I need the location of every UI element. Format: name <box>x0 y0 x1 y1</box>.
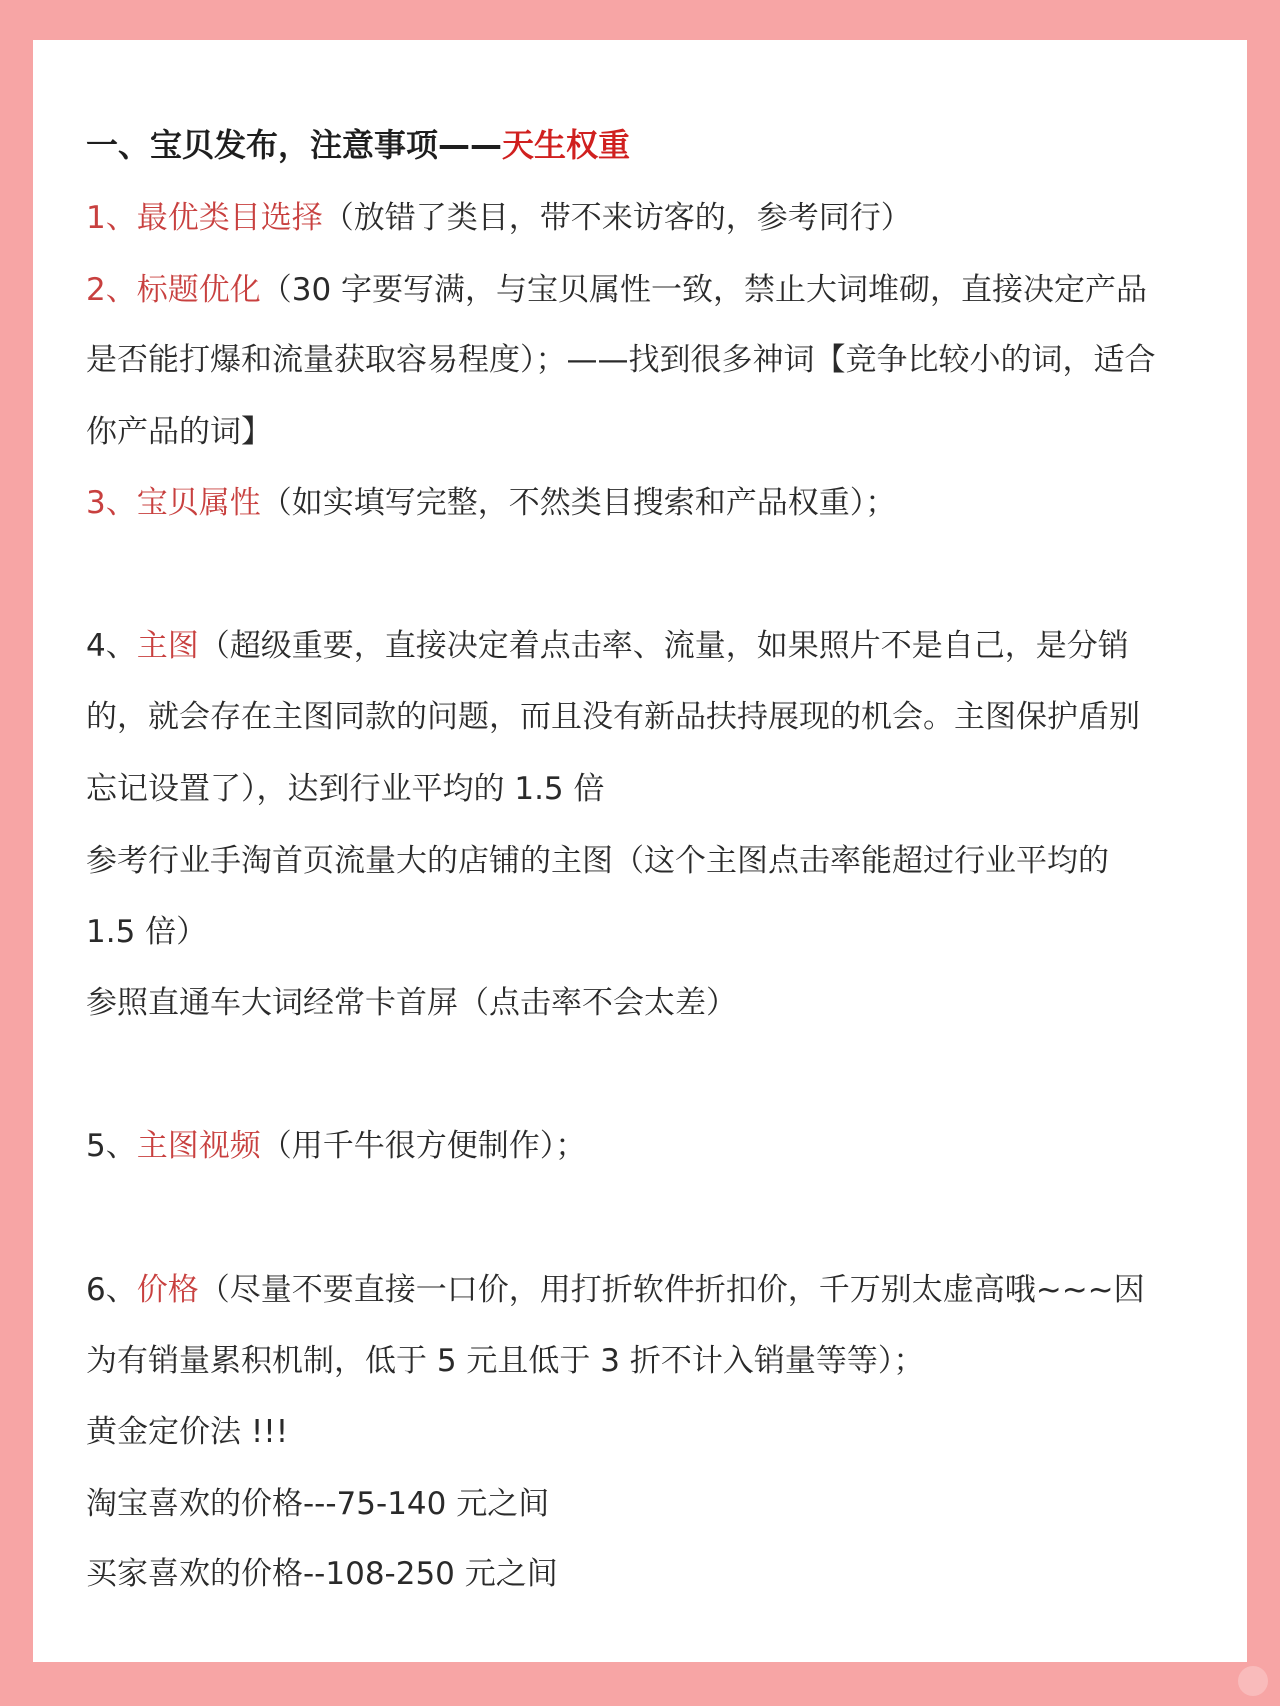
watermark-icon <box>1238 1666 1268 1696</box>
item-4-cont: 1.5 倍） <box>86 914 208 950</box>
item-4 <box>86 626 1129 666</box>
item-key: 标题优化 <box>136 272 261 308</box>
item-text: （用千牛很方便制作）； <box>260 1128 587 1164</box>
item-key: 最优类目选择 <box>136 200 323 236</box>
item-text: （超级重要，直接决定着点击率、流量，如果照片不是自己，是分销 <box>198 628 1129 664</box>
item-6-cont: 黄金定价法 !!! <box>86 1414 289 1450</box>
item-num: 2、 <box>86 272 137 308</box>
item-num: 3、 <box>86 485 137 521</box>
title-highlight: 天生权重 <box>502 126 631 164</box>
item-6-cont: 为有销量累积机制，低于 5 元且低于 3 折不计入销量等等）； <box>86 1343 925 1379</box>
item-3 <box>86 483 896 523</box>
item-num: 6、 <box>86 1272 137 1308</box>
item-1 <box>86 198 912 238</box>
item-text: （尽量不要直接一口价，用打折软件折扣价，千万别太虚高哦~~~因 <box>198 1272 1145 1308</box>
item-6-cont: 买家喜欢的价格--108-250 元之间 <box>86 1556 558 1592</box>
item-num: 4、 <box>86 628 137 664</box>
item-2 <box>86 270 1147 310</box>
item-key: 主图 <box>136 628 199 664</box>
item-text: （30 字要写满，与宝贝属性一致，禁止大词堆砌，直接决定产品 <box>260 272 1148 308</box>
item-num: 1、 <box>86 200 137 236</box>
item-6 <box>86 1270 1145 1310</box>
item-6-cont: 淘宝喜欢的价格---75-140 元之间 <box>86 1486 550 1522</box>
item-2-cont: 是否能打爆和流量获取容易程度）；——找到很多神词【竞争比较小的词，适合 <box>86 342 1156 378</box>
item-key: 宝贝属性 <box>136 485 261 521</box>
item-4-cont: 忘记设置了），达到行业平均的 1.5 倍 <box>86 771 605 807</box>
title-prefix: 一、宝贝发布，注意事项—— <box>86 126 503 164</box>
item-num: 5、 <box>86 1128 137 1164</box>
item-2-cont: 你产品的词】 <box>86 414 272 450</box>
item-4-cont: 的，就会存在主图同款的问题，而且没有新品扶持展现的机会。主图保护盾别 <box>86 699 1140 735</box>
item-text: （放错了类目，带不来访客的，参考同行） <box>322 200 912 236</box>
item-key: 主图视频 <box>136 1128 261 1164</box>
item-text: （如实填写完整，不然类目搜索和产品权重）； <box>260 485 897 521</box>
section-title <box>86 125 630 165</box>
item-key: 价格 <box>136 1272 199 1308</box>
item-4-cont: 参照直通车大词经常卡首屏（点击率不会太差） <box>86 985 737 1021</box>
item-4-cont: 参考行业手淘首页流量大的店铺的主图（这个主图点击率能超过行业平均的 <box>86 843 1109 879</box>
item-5 <box>86 1126 586 1166</box>
